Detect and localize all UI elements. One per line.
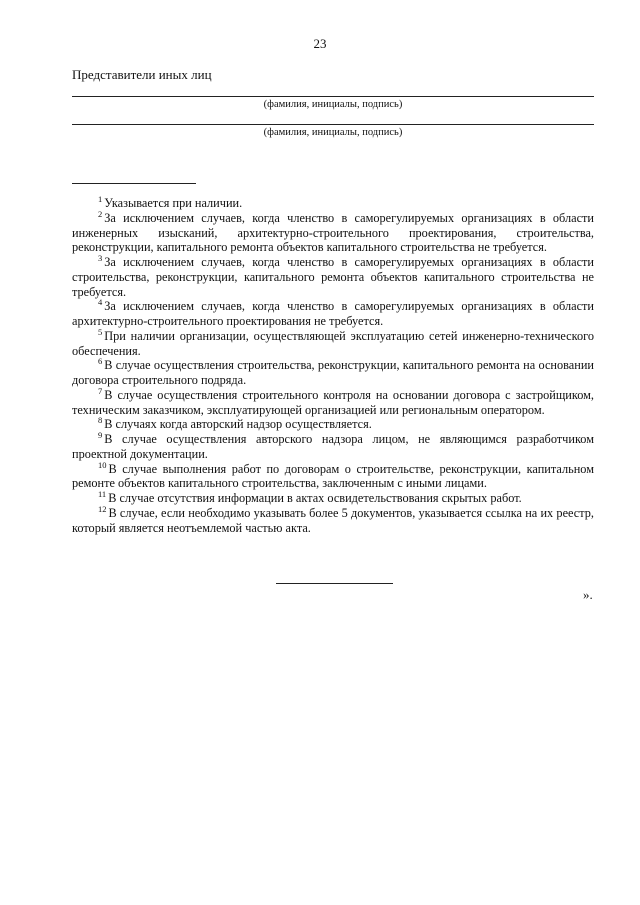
footnote bbox=[72, 417, 594, 432]
footnote bbox=[72, 358, 594, 388]
representatives-heading: Представители иных лиц bbox=[72, 67, 212, 82]
footnote bbox=[72, 299, 594, 329]
signature-caption: (фамилия, инициалы, подпись) bbox=[263, 99, 403, 110]
footnote-text: За исключением случаев, когда членство в саморегулируемых организациях в области инженерных изысканий, архитектурно-строительного проектирования, строительства, реконструкции, капитального ремонта объектов капитального строительства не требуется. bbox=[72, 210, 594, 255]
footnote bbox=[72, 503, 594, 536]
footnote-mark: 8 bbox=[98, 415, 103, 426]
footnote-text: Указывается при наличии. bbox=[104, 196, 243, 210]
footnote-text: За исключением случаев, когда членство в саморегулируемых организациях в области строительства, реконструкции, капитального ремонта объектов капитального строительства не требуется. bbox=[72, 255, 594, 299]
footnote-mark: 3 bbox=[98, 253, 103, 263]
footnote-text: В случае осуществления авторского надзора лицом, не являющимся разработчиком проектной документации. bbox=[72, 432, 594, 461]
footnote-mark: 6 bbox=[98, 356, 103, 367]
footnote-separator bbox=[72, 183, 196, 184]
footnote bbox=[72, 432, 594, 462]
footnote-text: В случае выполнения работ по договорам о строительстве, реконструкции, капитальном ремонте объектов капитального строительства, заключенным с иными лицами. bbox=[72, 461, 594, 491]
footnote-text: В случае отсутствия информации в актах освидетельствования скрытых работ. bbox=[108, 491, 522, 505]
footnote-text: В случаях когда авторский надзор осуществляется. bbox=[104, 417, 372, 432]
footnote bbox=[72, 255, 594, 299]
footnote-text: В случае, если необходимо указывать более 5 документов, указывается ссылка на их реестр, который является неотъемлемой частью акта. bbox=[72, 505, 594, 535]
footnote-text: За исключением случаев, когда членство в саморегулируемых организациях в области архитектурно-строительного проектирования не требуется. bbox=[72, 299, 594, 328]
footnote-text: В случае осуществления строительства, реконструкции, капитального ремонта на основании договора строительного подряда. bbox=[72, 358, 594, 387]
footnote-mark: 4 bbox=[98, 297, 103, 308]
footnote bbox=[72, 326, 594, 359]
footnotes bbox=[72, 196, 594, 535]
end-separator bbox=[276, 583, 393, 584]
footnote-mark: 10 bbox=[98, 459, 107, 470]
footnote bbox=[72, 385, 594, 418]
footnote-mark: 11 bbox=[98, 489, 107, 499]
footnote-mark: 1 bbox=[98, 194, 103, 204]
footnote-mark: 5 bbox=[98, 326, 103, 337]
footnote-mark: 9 bbox=[98, 430, 103, 440]
footnote bbox=[72, 196, 594, 211]
signature-caption: (фамилия, инициалы, подпись) bbox=[263, 127, 403, 138]
closing-quote: ». bbox=[583, 587, 593, 602]
page-number: 23 bbox=[313, 36, 327, 51]
footnote-text: В случае осуществления строительного контроля на основании договора с застройщиком, техническим заказчиком, эксплуатирующей организацией или региональным оператором. bbox=[72, 387, 594, 417]
footnote bbox=[72, 491, 594, 506]
footnote-text: При наличии организации, осуществляющей эксплуатацию сетей инженерно-технического обеспечения. bbox=[72, 328, 594, 358]
footnote-mark: 2 bbox=[98, 208, 103, 219]
signature-line bbox=[72, 124, 594, 125]
footnote-mark: 12 bbox=[98, 503, 107, 514]
footnote bbox=[72, 208, 594, 255]
footnote bbox=[72, 459, 594, 492]
signature-line bbox=[72, 96, 594, 97]
footnote-mark: 7 bbox=[98, 385, 103, 396]
